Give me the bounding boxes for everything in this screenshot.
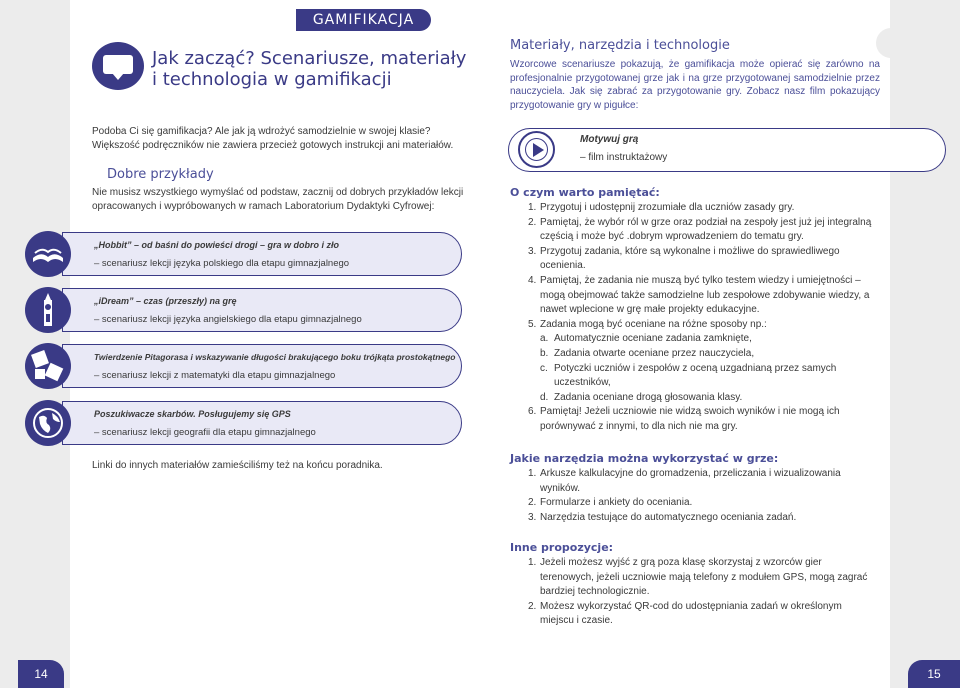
film-subtitle: – film instruktażowy: [580, 152, 668, 163]
list-item: 2. Możesz wykorzystać QR-cod do udostępniania zadań w określonym miejscu i czasie.: [528, 600, 842, 627]
lesson-item-gps[interactable]: [62, 401, 462, 445]
section-tab: GAMIFIKACJA: [296, 9, 431, 31]
list-item: 6. Pamiętaj! Jeżeli uczniowie nie widzą swoich wyników i nie mogą ich porównywać z innymi, to dla nich nie ma gry.: [528, 406, 840, 432]
decorative-circle: [876, 28, 906, 58]
lesson-title[interactable]: Twierdzenie Pitagorasa i wskazywanie długości brakującego boku trójkąta prostokątnego: [94, 352, 456, 362]
sub-list-item: d. Zadania oceniane drogą głosowania klasy.: [540, 391, 743, 403]
intro-paragraph: Podoba Ci się gamifikacja? Ale jak ją wdrożyć samodzielnie w swojej klasie? Większość podręczników nie zawiera przecież gotowych instrukcji ani materiałów.: [92, 126, 454, 151]
list-item: 2. Pamiętaj, że wybór ról w grze oraz podział na zespoły jest już jej integralną częścią i może być .dobrym wprowadzeniem do tematu gry.: [528, 216, 872, 243]
open-book-icon: [25, 231, 71, 277]
lesson-title[interactable]: Poszukiwacze skarbów. Posługujemy się GPS: [94, 409, 291, 419]
list-item: 2. Formularze i ankiety do oceniania.: [528, 497, 693, 509]
list-item: 1. Jeżeli możesz wyjść z grą poza klasę skorzystaj z wzorców gier terenowych, jeżeli uczniowie mają telefony z modułem GPS, mogą zagrać bardziej technologicznie.: [528, 557, 868, 598]
play-icon[interactable]: [518, 131, 555, 168]
sub-list-item: c. Potyczki uczniów i zespołów z oceną uzgadnianą przez samych uczestników,: [540, 362, 837, 389]
page-number-left: 14: [18, 660, 64, 688]
computer-screen-icon: [92, 42, 144, 90]
sub-list-item: a. Automatycznie oceniane zadania zamknięte,: [540, 333, 752, 345]
list-item: 1. Przygotuj i udostępnij zrozumiałe dla uczniów zasady gry.: [528, 202, 795, 213]
list-item: 4. Pamiętaj, że zadania nie muszą być tylko testem wiedzy i umiejętności – mogą obejmować także samodzielne lub zespołowe zdobywanie wiedzy, a nawet wplecione w grę małe projekty edukacyjne.: [528, 274, 870, 316]
title-line-1: Jak zacząć? Scenariusze, materiały: [152, 48, 467, 69]
remember-list: [528, 201, 878, 435]
list-item: 3. Przygotuj zadania, które są wykonalne i możliwe do sprawiedliwego ocenienia.: [528, 245, 840, 272]
pythagoras-squares-icon: [25, 343, 71, 389]
lesson-item-pythagoras[interactable]: [62, 344, 462, 388]
film-label[interactable]: Motywuj grą: [580, 134, 639, 145]
page-number-right: 15: [908, 660, 960, 688]
links-note: Linki do innych materiałów zamieściliśmy też na końcu poradnika.: [92, 460, 383, 471]
lesson-subtitle: – scenariusz lekcji języka polskiego dla etapu gimnazjalnego: [94, 258, 350, 269]
right-intro: Wzorcowe scenariusze pokazują, że gamifikacja może opierać się zarówno na profesjonalnie przygotowanej grze jak i na grze przygotowanej samodzielnie przez nauczyciela. Jak się zabrać za przygotowanie gry. Zobacz nasz film pokazujący przygotowanie gry w pigułce:: [510, 59, 880, 111]
remember-heading: O czym warto pamiętać:: [510, 186, 660, 199]
lesson-subtitle: – scenariusz lekcji z matematyki dla etapu gimnazjalnego: [94, 370, 336, 381]
lesson-subtitle: – scenariusz lekcji geografii dla etapu gimnazjalnego: [94, 427, 316, 438]
list-item: 1. Arkusze kalkulacyjne do gromadzenia, przeliczania i wizualizowania wyników.: [528, 468, 841, 494]
list-item: 3. Narzędzia testujące do automatycznego oceniania zadań.: [528, 511, 797, 523]
lesson-subtitle: – scenariusz lekcji języka angielskiego dla etapu gimnazjalnego: [94, 314, 362, 325]
page-title: [152, 48, 472, 90]
lesson-item-hobbit[interactable]: [62, 232, 462, 276]
film-link-box[interactable]: [508, 128, 946, 172]
other-list: [528, 556, 878, 629]
tools-list: [528, 467, 878, 525]
list-item: 5. Zadania mogą być oceniane na różne sposoby np.:: [528, 318, 767, 330]
sub-list-item: b. Zadania otwarte oceniane przez nauczyciela,: [540, 347, 755, 359]
section-paragraph: Nie musisz wszystkiego wymyślać od podstaw, zacznij od dobrych przykładów lekcji opracowanych i wypróbowanych w ramach Laboratorium Dydaktyki Cyfrowej:: [92, 187, 464, 212]
tools-heading: Jakie narzędzia można wykorzystać w grze:: [510, 452, 779, 465]
right-margin-strip: [890, 0, 960, 688]
other-heading: Inne propozycje:: [510, 541, 614, 554]
right-title: Materiały, narzędzia i technologie: [510, 38, 730, 53]
lesson-item-idream[interactable]: [62, 288, 462, 332]
globe-icon: [25, 400, 71, 446]
section-heading: Dobre przykłady: [107, 167, 214, 182]
big-ben-icon: [25, 287, 71, 333]
lesson-title[interactable]: „Hobbit” – od baśni do powieści drogi – gra w dobro i zło: [94, 240, 340, 250]
title-line-2: i technologia w gamifikacji: [152, 69, 392, 90]
lesson-title[interactable]: „iDream” – czas (przeszły) na grę: [94, 296, 237, 306]
